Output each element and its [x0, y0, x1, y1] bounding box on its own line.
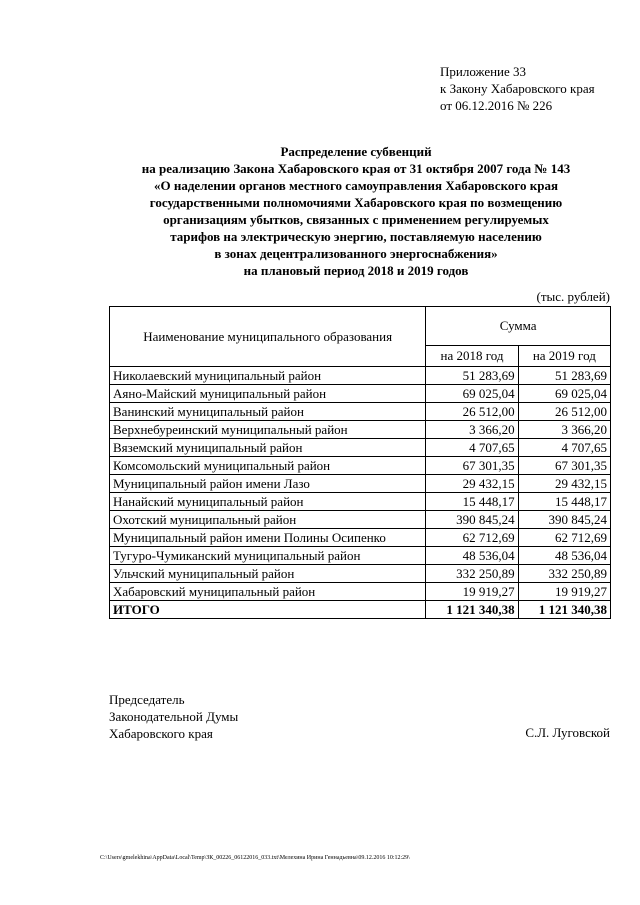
row-value-2018: 51 283,69	[426, 367, 518, 385]
total-value-2019: 1 121 340,38	[518, 601, 610, 619]
signature-line-1: Председатель	[109, 692, 185, 707]
title-line: на плановый период 2018 и 2019 годов	[243, 263, 469, 278]
row-value-2018: 19 919,27	[426, 583, 518, 601]
total-value-2018: 1 121 340,38	[426, 601, 518, 619]
row-value-2018: 62 712,69	[426, 529, 518, 547]
table-row	[110, 439, 611, 457]
row-value-2019: 29 432,15	[518, 475, 610, 493]
signature-line-2: Законодательной Думы	[109, 709, 239, 724]
row-value-2019: 4 707,65	[518, 439, 610, 457]
row-value-2019: 390 845,24	[518, 511, 610, 529]
appendix-block	[440, 63, 595, 114]
row-name: Нанайский муниципальный район	[110, 493, 426, 511]
table-row	[110, 547, 611, 565]
signature-line-3: Хабаровского края	[109, 726, 213, 741]
appendix-line-3: от 06.12.2016 № 226	[440, 98, 553, 113]
table-row	[110, 421, 611, 439]
file-path-footer: C:\Users\gmelekhina\AppData\Local\Temp\ЗК_00226_06122016_033.txt\Мелехина Ирина Геннадьевна\09.12.2016 10:12:29\	[100, 855, 410, 861]
units-label: (тыс. рублей)	[536, 289, 610, 304]
header-name: Наименование муниципального образования	[110, 307, 426, 367]
table-row	[110, 583, 611, 601]
header-2018: на 2018 год	[426, 345, 518, 366]
title-line: в зонах децентрализованного энергоснабжения»	[214, 246, 498, 261]
header-2019: на 2019 год	[518, 345, 610, 366]
table-row	[110, 385, 611, 403]
table-row	[110, 493, 611, 511]
row-value-2018: 15 448,17	[426, 493, 518, 511]
row-value-2018: 26 512,00	[426, 403, 518, 421]
title-line: государственными полномочиями Хабаровского края по возмещению	[149, 195, 563, 210]
row-name: Вяземский муниципальный район	[110, 439, 426, 457]
subsidy-table	[109, 306, 611, 619]
title-line: «О наделении органов местного самоуправления Хабаровского края	[154, 178, 558, 193]
table-row	[110, 565, 611, 583]
row-name: Хабаровский муниципальный район	[110, 583, 426, 601]
row-value-2019: 48 536,04	[518, 547, 610, 565]
total-label: ИТОГО	[110, 601, 426, 619]
signer-name: С.Л. Луговской	[525, 725, 610, 740]
signature-block	[109, 691, 238, 742]
row-value-2019: 62 712,69	[518, 529, 610, 547]
row-value-2019: 67 301,35	[518, 457, 610, 475]
table-row	[110, 403, 611, 421]
row-value-2018: 48 536,04	[426, 547, 518, 565]
document-title	[96, 143, 616, 279]
row-value-2019: 19 919,27	[518, 583, 610, 601]
row-name: Ванинский муниципальный район	[110, 403, 426, 421]
row-value-2019: 26 512,00	[518, 403, 610, 421]
row-value-2019: 332 250,89	[518, 565, 610, 583]
row-name: Аяно-Майский муниципальный район	[110, 385, 426, 403]
table-row	[110, 475, 611, 493]
row-value-2018: 332 250,89	[426, 565, 518, 583]
title-line: тарифов на электрическую энергию, поставляемую населению	[170, 229, 542, 244]
total-row	[110, 601, 611, 619]
table-row	[110, 367, 611, 385]
row-name: Николаевский муниципальный район	[110, 367, 426, 385]
row-name: Муниципальный район имени Полины Осипенко	[110, 529, 426, 547]
table-row	[110, 529, 611, 547]
row-value-2018: 3 366,20	[426, 421, 518, 439]
row-name: Тугуро-Чумиканский муниципальный район	[110, 547, 426, 565]
table-row	[110, 457, 611, 475]
row-value-2019: 69 025,04	[518, 385, 610, 403]
row-value-2019: 51 283,69	[518, 367, 610, 385]
appendix-line-2: к Закону Хабаровского края	[440, 81, 595, 96]
row-value-2018: 390 845,24	[426, 511, 518, 529]
row-name: Верхнебуреинский муниципальный район	[110, 421, 426, 439]
title-line: на реализацию Закона Хабаровского края от 31 октября 2007 года № 143	[141, 161, 571, 176]
row-name: Комсомольский муниципальный район	[110, 457, 426, 475]
row-value-2019: 15 448,17	[518, 493, 610, 511]
row-value-2018: 69 025,04	[426, 385, 518, 403]
header-sum: Сумма	[426, 307, 611, 346]
row-value-2018: 29 432,15	[426, 475, 518, 493]
title-line: организациям убытков, связанных с применением регулируемых	[163, 212, 549, 227]
row-value-2018: 4 707,65	[426, 439, 518, 457]
appendix-line-1: Приложение 33	[440, 64, 527, 79]
row-name: Ульчский муниципальный район	[110, 565, 426, 583]
row-name: Охотский муниципальный район	[110, 511, 426, 529]
row-value-2018: 67 301,35	[426, 457, 518, 475]
row-name: Муниципальный район имени Лазо	[110, 475, 426, 493]
row-value-2019: 3 366,20	[518, 421, 610, 439]
table-row	[110, 511, 611, 529]
title-line: Распределение субвенций	[280, 144, 432, 159]
